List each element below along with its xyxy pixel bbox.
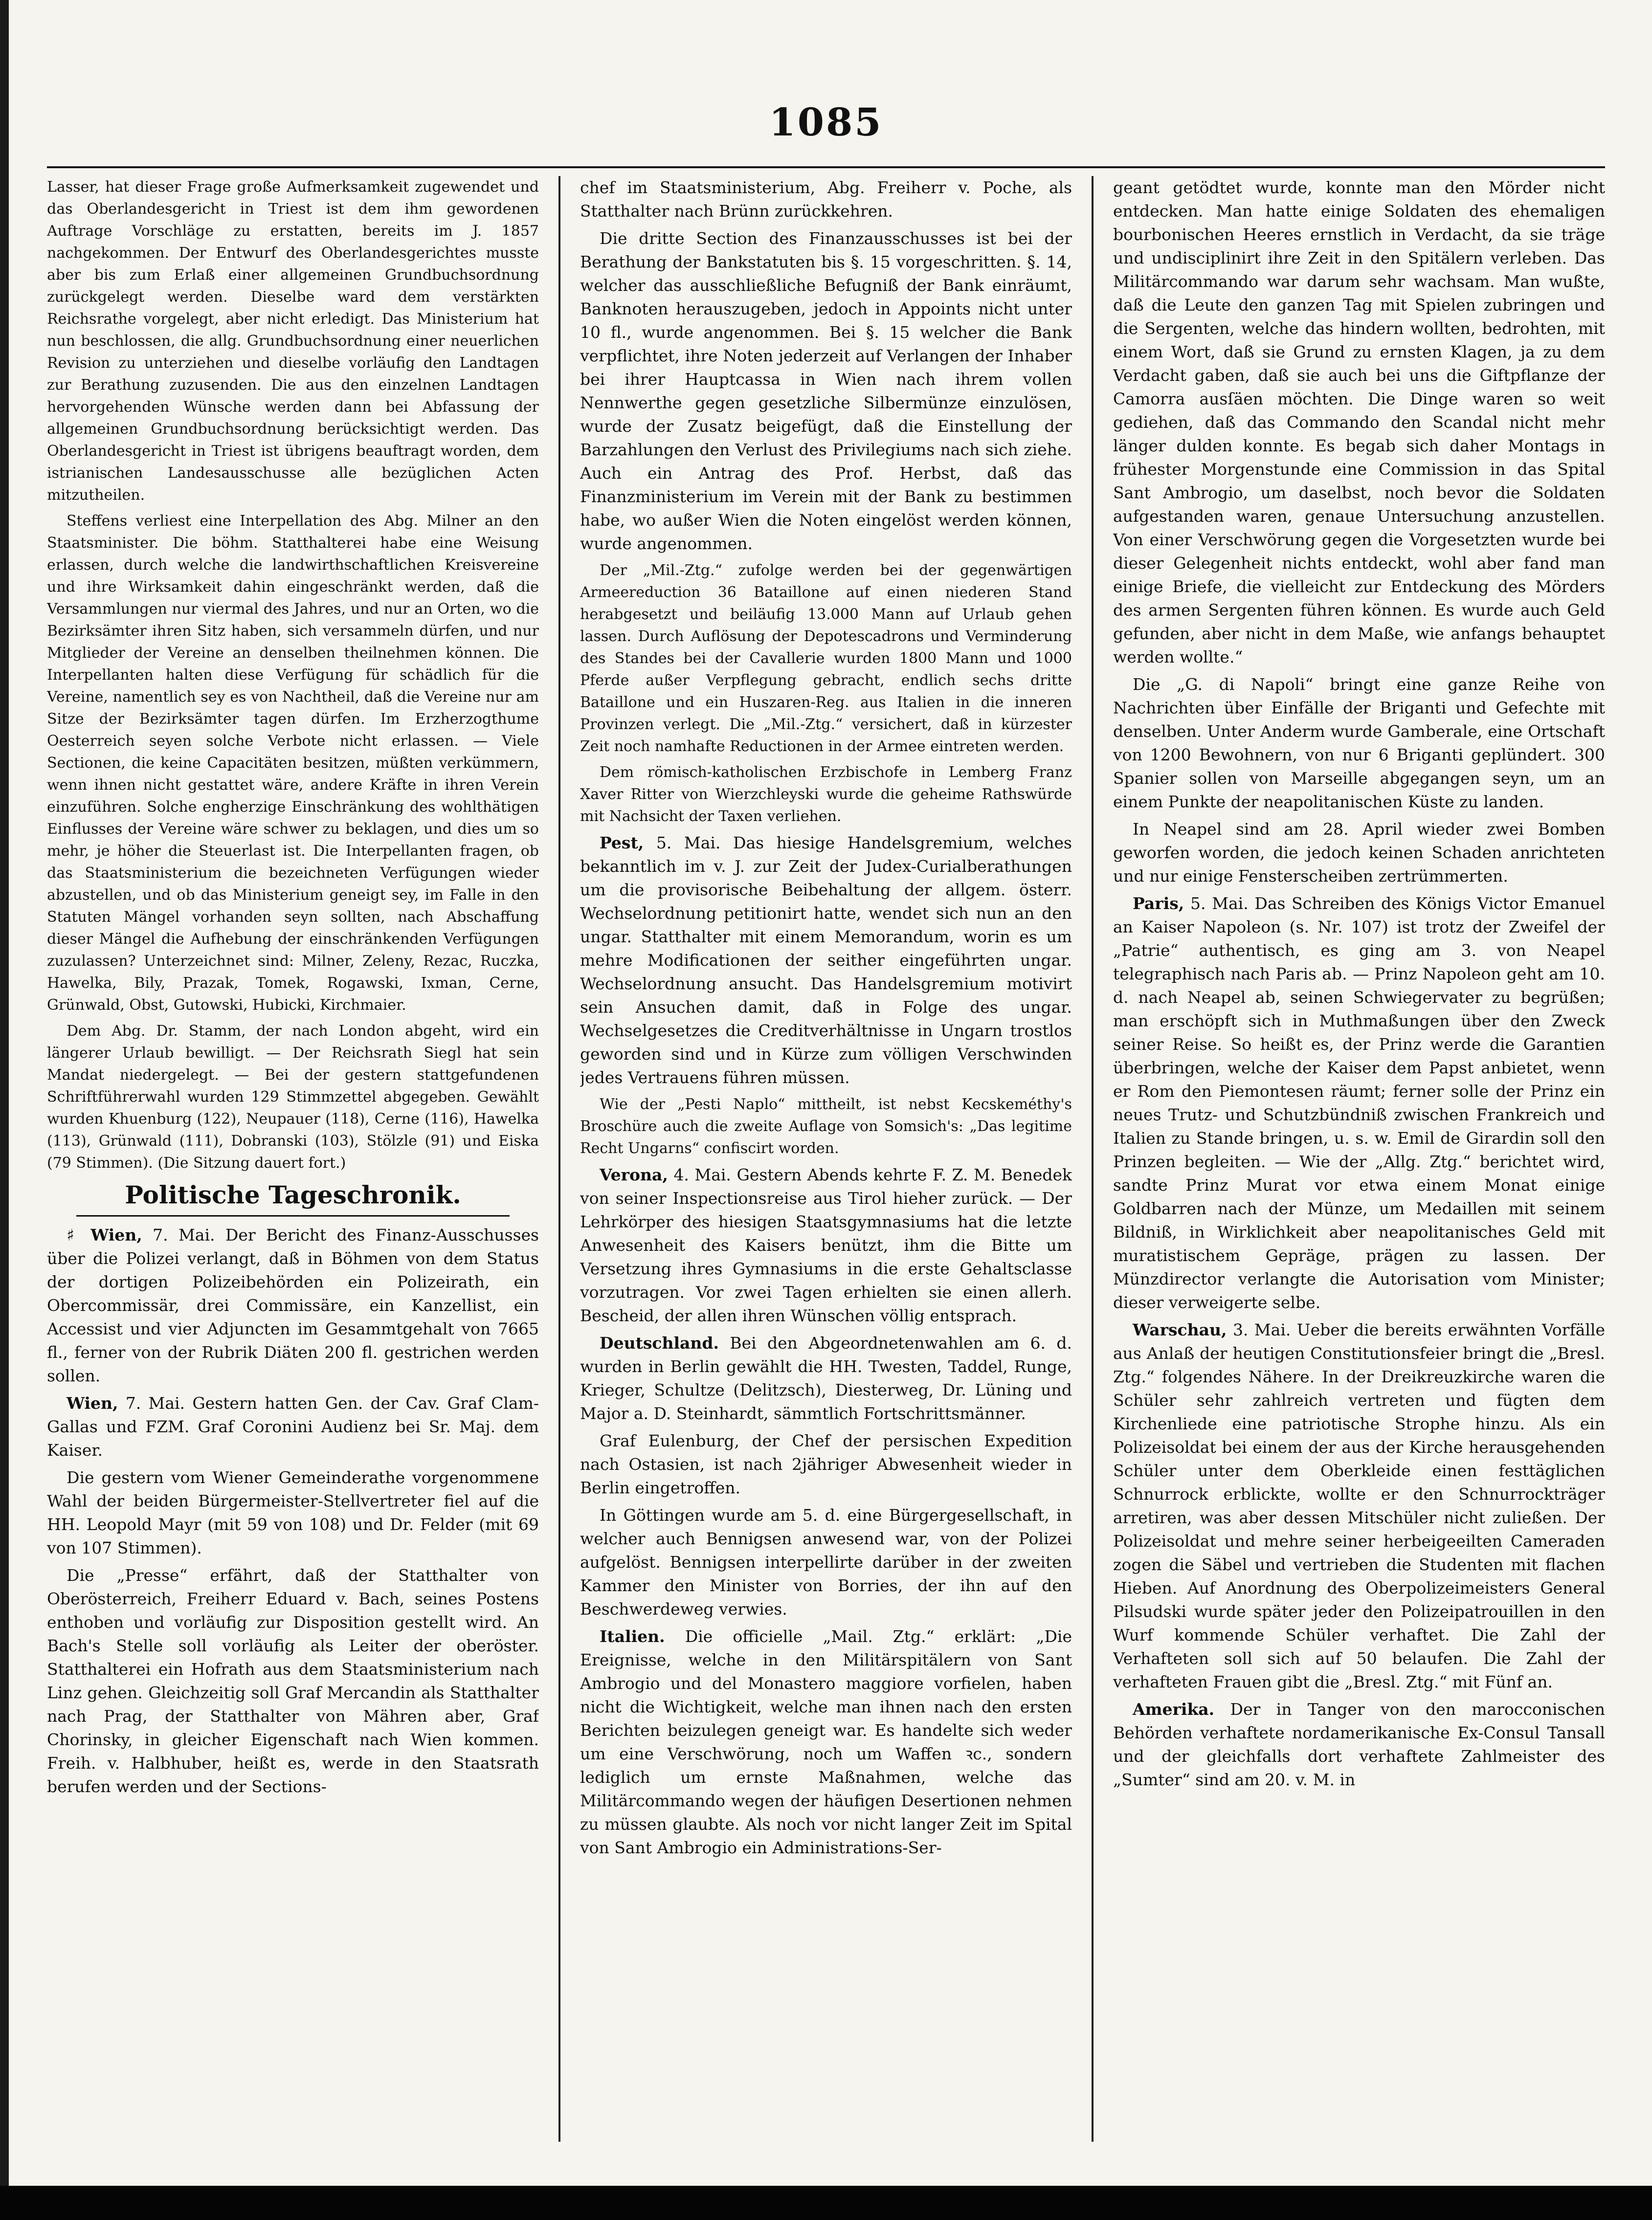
paragraph-text: 4. Mai. Gestern Abends kehrte F. Z. M. Benedek von seiner Inspectionsreise aus Tirol hieher zurück. — Der Lehrkörper des hiesigen Staatsgymnasiums hat die letzte Anwesenheit des Kaisers benützt, ihm die Bitte um Versetzung ihres Gymnasiums in die erste Gehaltsclasse vorzutragen. Vor zwei Tagen erhielten sie einen allerh. Bescheid, der allen ihren Wünschen völlig entsprach. xyxy=(580,1165,1072,1325)
paragraph-text: Dem Abg. Dr. Stamm, der nach London abgeht, wird ein längerer Urlaub bewilligt. — Der Reichsrath Siegl hat sein Mandat niedergelegt. — Bei der gestern stattgefundenen Schriftführerwahl wurden 129 Stimmzettel abgegeben. Gewählt wurden Khuenburg (122), Neupauer (118), Cerne (116), Hawelka (113), Grünwald (111), Dobranski (103), Stölzle (91) und Eiska (79 Stimmen). (Die Sitzung dauert fort.) xyxy=(47,1022,539,1172)
paragraph-text: geant getödtet wurde, konnte man den Mörder nicht entdecken. Man hatte einige Soldaten des ehemaligen bourbonischen Heeres ernstlich in Verdacht, da sie träge und undisciplinirt ihre Zeit in den Spitälern verleben. Das Militärcommando war darum sehr wachsam. Man wußte, daß die Leute den ganzen Tag mit Spielen zubringen und die Sergenten, welche das hindern wollten, bedrohten, mit einem Wort, daß sie Grund zu ernsten Klagen, ja zu dem Verdacht gaben, daß sie auch bei uns die Giftpflanze der Camorra ausſäen möchten. Die Dinge waren so weit gediehen, daß das Commando den Scandal nicht mehr länger dulden konnte. Es begab sich daher Montags in frühester Morgenstunde eine Commission in das Spital Sant Ambrogio, um daselbst, noch bevor die Soldaten aufgestanden waren, genaue Untersuchung anzustellen. Von einer Verschwörung gegen die Vorgesetzten wurde bei dieser Gelegenheit nichts entdeckt, wohl aber fand man einige Briefe, die vielleicht zur Entdeckung des Mörders des armen Sergenten führen können. Es wurde auch Geld gefunden, aber nicht in dem Maße, wie anfangs behauptet werden wollte.“ xyxy=(1113,178,1605,666)
dateline: Verona, xyxy=(600,1165,668,1184)
dateline: Warschau, xyxy=(1133,1320,1227,1339)
article-paragraph xyxy=(580,1332,1072,1425)
article-paragraph xyxy=(47,1392,539,1462)
article-paragraph xyxy=(580,559,1072,757)
paragraph-text: Die gestern vom Wiener Gemeinderathe vorgenommene Wahl der beiden Bürgermeister-Stellvertreter fiel auf die HH. Leopold Mayr (mit 59 von 108) und Dr. Felder (mit 69 von 107 Stimmen). xyxy=(47,1468,539,1557)
paragraph-text: In Neapel sind am 28. April wieder zwei Bomben geworfen worden, die jedoch keinen Schaden anrichteten und nur einige Fensterscheiben zertrümmerten. xyxy=(1113,820,1605,886)
dateline: Pest, xyxy=(600,833,644,852)
text-columns xyxy=(47,176,1605,2142)
article-paragraph xyxy=(1113,673,1605,814)
column-right xyxy=(1113,176,1605,2142)
column-left xyxy=(47,176,539,2142)
article-paragraph xyxy=(47,1223,539,1388)
page-number: 1085 xyxy=(769,100,883,145)
paragraph-text: Die officielle „Mail. Ztg.“ erklärt: „Die Ereignisse, welche in den Militärspitälern von Sant Ambrogio und del Monastero maggiore vorfielen, haben nicht die Wichtigkeit, welche man ihnen nach den ersten Berichten beizulegen geneigt war. Es handelte sich weder um eine Verschwörung, noch um Waffen ꝛc., sondern lediglich um ernste Maßnahmen, welche das Militärcommando wegen der häufigen Desertionen nehmen zu müssen glaubte. Als noch vor nicht langer Zeit im Spital von Sant Ambrogio ein Administrations-Ser- xyxy=(580,1627,1072,1857)
dateline: Wien, xyxy=(67,1394,118,1413)
article-paragraph xyxy=(580,831,1072,1089)
article-paragraph xyxy=(580,1625,1072,1860)
column-separator xyxy=(1092,176,1094,2142)
paragraph-text: Der „Mil.-Ztg.“ zufolge werden bei der gegenwärtigen Armeereduction 36 Bataillone auf einen niederen Stand herabgesetzt und beiläufig 13.000 Mann auf Urlaub gehen lassen. Durch Auflösung der Depotescadrons und Verminderung des Standes bei der Cavallerie wurden 1800 Mann und 1000 Pferde außer Verpflegung gebracht, endlich sechs dritte Bataillone und ein Huszaren-Reg. aus Italien in die inneren Provinzen verlegt. Die „Mil.-Ztg.“ versichert, daß in kürzester Zeit noch namhafte Reductionen in der Armee eintreten werden. xyxy=(580,562,1072,755)
paragraph-text: 5. Mai. Das hiesige Handelsgremium, welches bekanntlich im v. J. zur Zeit der Judex-Curialberathungen um die provisorische Beibehaltung der allgem. österr. Wechselordnung petitionirt hatte, wendet sich nun an den ungar. Statthalter mit einem Memorandum, worin es um mehre Modificationen der seither eingeführten ungar. Wechselordnung ansucht. Das Handelsgremium motivirt sein Ansuchen damit, daß in Folge des ungar. Wechselgesetzes die Creditverhältnisse in Ungarn trostlos geworden sind und in Kürze zum völligen Verschwinden jedes Vertrauens führen müssen. xyxy=(580,833,1072,1087)
section-rule xyxy=(76,1215,510,1217)
paragraph-text: 7. Mai. Der Bericht des Finanz-Ausschusses über die Polizei verlangt, daß in Böhmen von dem Status der dortigen Polizeibehörden ein Polizeirath, ein Obercommissär, drei Commissäre, ein Kanzellist, ein Accessist und vier Adjuncten im Gesammtgehalt von 7665 fl., ferner von der Rubrik Diäten 200 fl. gestrichen werden sollen. xyxy=(47,1225,539,1385)
article-paragraph xyxy=(580,1093,1072,1159)
column-middle xyxy=(580,176,1072,2142)
article-paragraph xyxy=(1113,1698,1605,1792)
scan-edge-left xyxy=(0,0,9,2220)
article-paragraph xyxy=(580,227,1072,555)
article-paragraph xyxy=(1113,1318,1605,1694)
paragraph-text: In Göttingen wurde am 5. d. eine Bürgergesellschaft, in welcher auch Bennigsen anwesend war, von der Polizei aufgelöst. Bennigsen interpellirte darüber in der zweiten Kammer den Minister von Borries, der ihn auf den Beschwerdeweg verwies. xyxy=(580,1506,1072,1619)
paragraph-text: Wie der „Pesti Naplo“ mittheilt, ist nebst Kecskeméthy's Broschüre auch die zweite Auflage von Somsich's: „Das legitime Recht Ungarns“ confiscirt worden. xyxy=(580,1096,1072,1157)
header-rule xyxy=(47,166,1605,168)
paragraph-text: Die „Presse“ erfährt, daß der Statthalter von Oberösterreich, Freiherr Eduard v. Bach, seines Postens enthoben und vorläufig zur Disposition gestellt wird. An Bach's Stelle soll vorläufig als Leiter der oberöster. Statthalterei ein Hofrath aus dem Staatsministerium nach Linz gehen. Gleichzeitig soll Graf Mercandin als Statthalter nach Prag, der Statthalter von Mähren aber, Graf Chorinsky, in gleicher Eigenschaft nach Wien kommen. Freih. v. Halbhuber, heißt es, werde in den Staatsrath berufen werden und der Sections- xyxy=(47,1566,539,1796)
paragraph-text: Dem römisch-katholischen Erzbischofe in Lemberg Franz Xaver Ritter von Wierzchleyski wurde die geheime Rathswürde mit Nachsicht der Taxen verliehen. xyxy=(580,764,1072,825)
article-paragraph xyxy=(580,761,1072,827)
scan-edge-bottom xyxy=(0,2186,1652,2220)
paragraph-text: 5. Mai. Das Schreiben des Königs Victor Emanuel an Kaiser Napoleon (s. Nr. 107) ist trotz der Zweifel der „Patrie“ authentisch, es ging am 3. von Neapel telegraphisch nach Paris ab. — Prinz Napoleon geht am 10. d. nach Neapel ab, seinen Schwiegervater zu begrüßen; man erschöpft sich in Muthmaßungen über den Zweck seiner Reise. So heißt es, der Prinz werde die Garantien überbringen, welche der Kaiser dem Papst anbietet, wenn er Rom den Piemontesen räumt; ferner solle der Prinz ein neues Trutz- und Schutzbündniß zwischen Frankreich und Italien zu Stande bringen, u. s. w. Emil de Girardin soll den Prinzen begleiten. — Wie der „Allg. Ztg.“ berichtet wird, sandte Prinz Murat vor etwa einem Monat einige Goldbarren nach der Münze, um Medaillen mit seinem Bildniß, in Wirklichkeit aber neapolitanisches Geld mit muratistischem Gepräge, prägen zu lassen. Der Münzdirector verlangte die Autorisation vom Minister; dieser verweigerte selbe. xyxy=(1113,894,1605,1312)
dateline: ♯ Wien, xyxy=(67,1225,142,1244)
article-paragraph xyxy=(1113,892,1605,1314)
article-paragraph xyxy=(47,176,539,506)
article-paragraph xyxy=(47,1466,539,1560)
article-paragraph xyxy=(580,176,1072,223)
article-paragraph xyxy=(47,1564,539,1798)
dateline: Amerika. xyxy=(1133,1700,1215,1719)
paragraph-text: Graf Eulenburg, der Chef der persischen Expedition nach Ostasien, ist nach 2jähriger Abwesenheit wieder in Berlin eingetroffen. xyxy=(580,1431,1072,1497)
article-paragraph xyxy=(580,1429,1072,1500)
article-paragraph xyxy=(580,1163,1072,1328)
article-paragraph xyxy=(1113,818,1605,888)
article-paragraph xyxy=(580,1504,1072,1621)
paragraph-text: Der in Tanger von den marocconischen Behörden verhaftete nordamerikanische Ex-Consul Tansall und der gleichfalls dort verhaftete Zahlmeister des „Sumter“ sind am 20. v. M. in xyxy=(1113,1700,1605,1789)
paragraph-text: Lasser, hat dieser Frage große Aufmerksamkeit zugewendet und das Oberlandesgericht in Triest ist dem ihm gewordenen Auftrage Vorschläge zu erstatten, bereits im J. 1857 nachgekommen. Der Entwurf des Oberlandesgerichtes musste aber bis zum Erlaß einer allgemeinen Grundbuchsordnung zurückgelegt werden. Dieselbe ward dem verstärkten Reichsrathe vorgelegt, aber nicht erledigt. Das Ministerium hat nun beschlossen, die allg. Grundbuchsordnung einer neuerlichen Revision zu unterziehen und dieselbe vorläufig den Landtagen zur Berathung zuzusenden. Die aus den einzelnen Landtagen hervorgehenden Wünsche werden dann bei Abfassung der allgemeinen Grundbuchsordnung berücksichtigt werden. Das Oberlandesgericht in Triest ist übrigens beauftragt worden, dem istrianischen Landesausschusse alle bezüglichen Acten mitzutheilen. xyxy=(47,178,539,504)
article-paragraph xyxy=(1113,176,1605,669)
paragraph-text: chef im Staatsministerium, Abg. Freiherr v. Poche, als Statthalter nach Brünn zurückkehren. xyxy=(580,178,1072,221)
paragraph-text: Bei den Abgeordnetenwahlen am 6. d. wurden in Berlin gewählt die HH. Twesten, Taddel, Runge, Krieger, Schultze (Delitzsch), Diesterweg, Dr. Lüning und Major a. D. Steinhardt, sämmtlich Fortschrittsmänner. xyxy=(580,1333,1072,1423)
paragraph-text: 3. Mai. Ueber die bereits erwähnten Vorfälle aus Anlaß der heutigen Constitutionsfeier bringt die „Bresl. Ztg.“ folgendes Nähere. In der Dreikreuzkirche waren die Schüler sehr zahlreich vertreten und fügten dem Kirchenliede eine patriotische Strophe hinzu. Als ein Polizeisoldat bei einem der aus der Kirche herausgehenden Schüler unter dem Oberkleide einen festtäglichen Schnurrock erblickte, wollte er den Schnurrockträger arretiren, was aber dessen Mitschüler nicht zuließen. Der Polizeisoldat und mehre seiner herbeigeeilten Cameraden zogen die Säbel und vertrieben die Studenten mit flachen Hieben. Auf Anordnung des Oberpolizeimeisters General Pilsudski wurde später jeder den Polizeipatrouillen in den Wurf kommende Schüler verhaftet. Die Zahl der Verhafteten soll sich auf 50 belaufen. Die Zahl der verhafteten Frauen gibt die „Bresl. Ztg.“ mit Fünf an. xyxy=(1113,1320,1605,1691)
paragraph-text: 7. Mai. Gestern hatten Gen. der Cav. Graf Clam-Gallas und FZM. Graf Coronini Audienz bei Sr. Maj. dem Kaiser. xyxy=(47,1394,539,1460)
section-heading: Politische Tageschronik. xyxy=(125,1180,461,1209)
dateline: Italien. xyxy=(600,1627,665,1646)
paragraph-text: Die dritte Section des Finanzausschusses ist bei der Berathung der Bankstatuten bis §. 15 vorgeschritten. §. 14, welcher das ausschließliche Befugniß der Bank einräumt, Banknoten herauszugeben, jedoch in Appoints nicht unter 10 fl., wurde angenommen. Bei §. 15 welcher die Bank verpflichtet, ihre Noten jederzeit auf Verlangen der Inhaber bei ihrer Hauptcassa in Wien nach ihrem vollen Nennwerthe gegen gesetzliche Silbermünze einzulösen, wurde der Zusatz beigefügt, daß die Einstellung der Barzahlungen den Verlust des Privilegiums nach sich ziehe. Auch ein Antrag des Prof. Herbst, daß das Finanzministerium im Verein mit der Bank zu bestimmen habe, wo außer Wien die Noten eingelöst werden können, wurde angenommen. xyxy=(580,229,1072,553)
dateline: Paris, xyxy=(1133,894,1184,913)
article-paragraph xyxy=(47,510,539,1016)
dateline: Deutschland. xyxy=(600,1333,719,1353)
paragraph-text: Steffens verliest eine Interpellation des Abg. Milner an den Staatsminister. Die böhm. Statthalterei habe eine Weisung erlassen, durch welche die landwirthschaftlichen Kreisvereine und ihre Wirksamkeit dahin eingeschränkt werden, daß die Versammlungen nur viermal des Jahres, und nur an Orten, wo die Bezirksämter ihren Sitz haben, sich versammeln dürfen, und nur Mitglieder der Vereine an denselben theilnehmen können. Die Interpellanten halten diese Verfügung für schädlich für die Vereine, namentlich sey es von Nachtheil, daß die Vereine nur am Sitze der Bezirksämter tagen dürfen. Im Erzherzogthume Oesterreich seyen solche Verbote nicht erlassen. — Viele Sectionen, die keine Capacitäten besitzen, müßten verkümmern, wenn ihnen nicht gestattet wäre, andere Kräfte in ihren Verein einzuführen. Solche engherzige Einschränkung des wohlthätigen Einflusses der Vereine wäre schwer zu beklagen, und dies um so mehr, je höher die Steuerlast ist. Die Interpellanten fragen, ob das Staatsministerium die bezeichneten Verfügungen wieder abzustellen, und ob das Ministerium geneigt sey, im Falle in den Statuten Mängel vorhanden seyn sollten, nach Abschaffung dieser Mängel die Aufhebung der einschränkenden Verfügungen zuzulassen? Unterzeichnet sind: Milner, Zeleny, Rezac, Ruczka, Hawelka, Bily, Prazak, Tomek, Rogawski, Ixman, Cerne, Grünwald, Obst, Gutowski, Hubicki, Kirchmaier. xyxy=(47,512,539,1014)
column-separator xyxy=(558,176,560,2142)
article-paragraph xyxy=(47,1020,539,1174)
paragraph-text: Die „G. di Napoli“ bringt eine ganze Reihe von Nachrichten über Einfälle der Briganti und Gefechte mit denselben. Unter Anderm wurde Gamberale, eine Ortschaft von 1200 Bewohnern, von nur 6 Briganti geplündert. 300 Spanier sollen von Marseille abgegangen seyn, um an einem Punkte der neapolitanischen Küste zu landen. xyxy=(1113,675,1605,811)
